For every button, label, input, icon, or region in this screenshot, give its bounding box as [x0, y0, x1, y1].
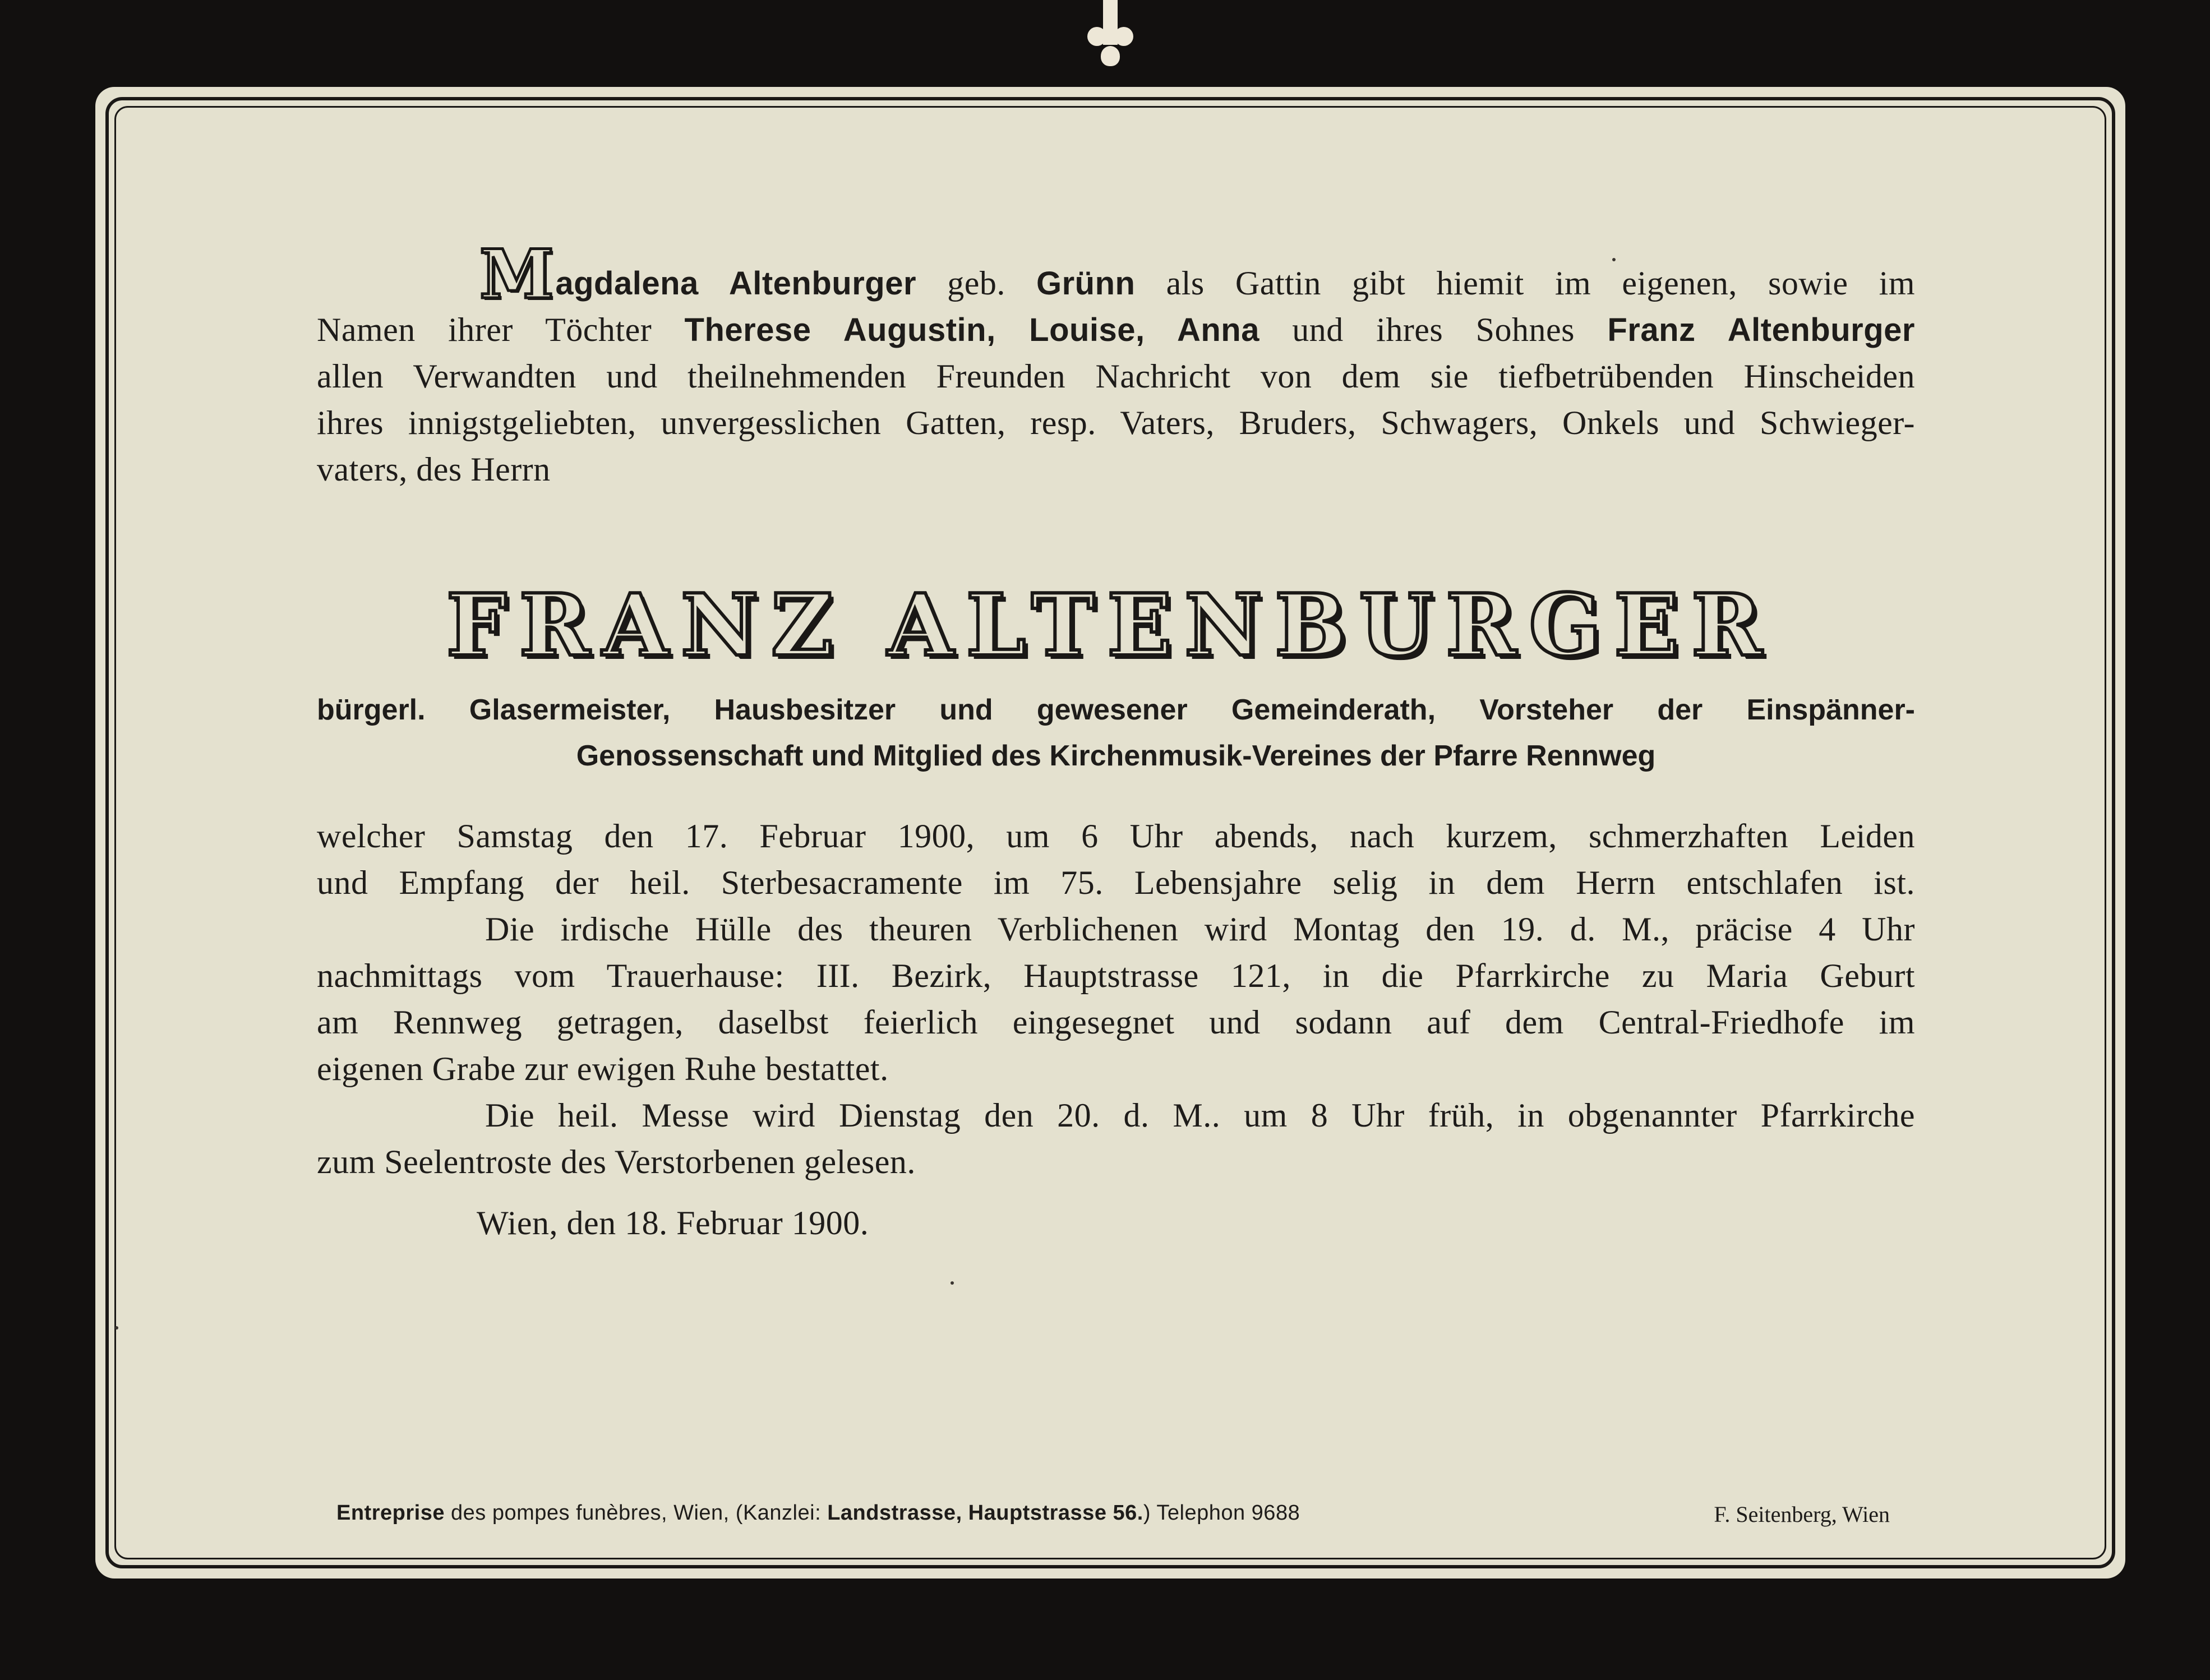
dateline: Wien, den 18. Februar 1900. — [477, 1204, 869, 1241]
paper-speck — [115, 1326, 118, 1330]
death-paragraph: welcher Samstag den 17. Februar 1900, um 6 Uhr abends, nach kurzem, schmerzhaften Leiden und Empfang der heil. Sterbesacramente im 75. Lebensjahre selig in dem Herrn entschlafen ist. — [317, 818, 1915, 901]
printer-imprint: F. Seitenberg, Wien — [1714, 1502, 1890, 1527]
paper-speck — [1612, 258, 1616, 261]
daughters-names: Therese Augustin, Louise, Anna — [684, 312, 1259, 348]
son-name: Franz Altenburger — [1607, 312, 1915, 348]
intro-paragraph: Magdalena Altenburger geb. Grünn als Gattin gibt hiemit im eigenen, sowie im Namen ihrer Töchter Therese Augustin, Louise, Anna und ihres Sohnes Franz Altenburger allen Verwandten und theilnehmenden Freunden Nachricht von dem sie tiefbetrübenden Hinscheiden ihres innigstgeliebten, unvergesslichen Gatten, resp. Vaters, Bruders, Schwagers, Onkels und Schwieger- vaters, des Herrn — [317, 235, 1916, 488]
deceased-name-heading: FRANZ ALTENBURGER — [446, 575, 1775, 675]
mass-paragraph: Die heil. Messe wird Dienstag den 20. d. M.. um 8 Uhr früh, in obgenannter Pfarrkirche zum Seelentroste des Verstorbenen gelesen. — [317, 1097, 1915, 1180]
maiden-name: Grünn — [1036, 265, 1136, 302]
cross-ornament — [1079, 0, 1141, 70]
death-notice-card — [95, 87, 2125, 1579]
deceased-titles: bürgerl. Glasermeister, Hausbesitzer und gewesener Gemeinderath, Vorsteher der Einspänner- Genossenschaft und Mitglied des Kirchenmusik-Vereines der Pfarre Rennweg — [317, 694, 1915, 772]
undertaker-imprint: Entreprise des pompes funèbres, Wien, (Kanzlei: Landstrasse, Hauptstrasse 56.) Telephon 9688 — [336, 1501, 1300, 1525]
widow-name: agdalena Altenburger — [555, 265, 917, 302]
funeral-paragraph: Die irdische Hülle des theuren Verblichenen wird Montag den 19. d. M., präcise 4 Uhr nachmittags vom Trauerhause: III. Bezirk, Hauptstrasse 121, in die Pfarrkirche zu Maria Geburt am Rennweg getragen, daselbst feierlich eingesegnet und sodann auf dem Central-Friedhofe im eigenen Grabe zur ewigen Ruhe bestattet. — [317, 911, 1915, 1087]
paper-speck — [951, 1281, 954, 1285]
dropcap-letter: M — [479, 235, 555, 314]
